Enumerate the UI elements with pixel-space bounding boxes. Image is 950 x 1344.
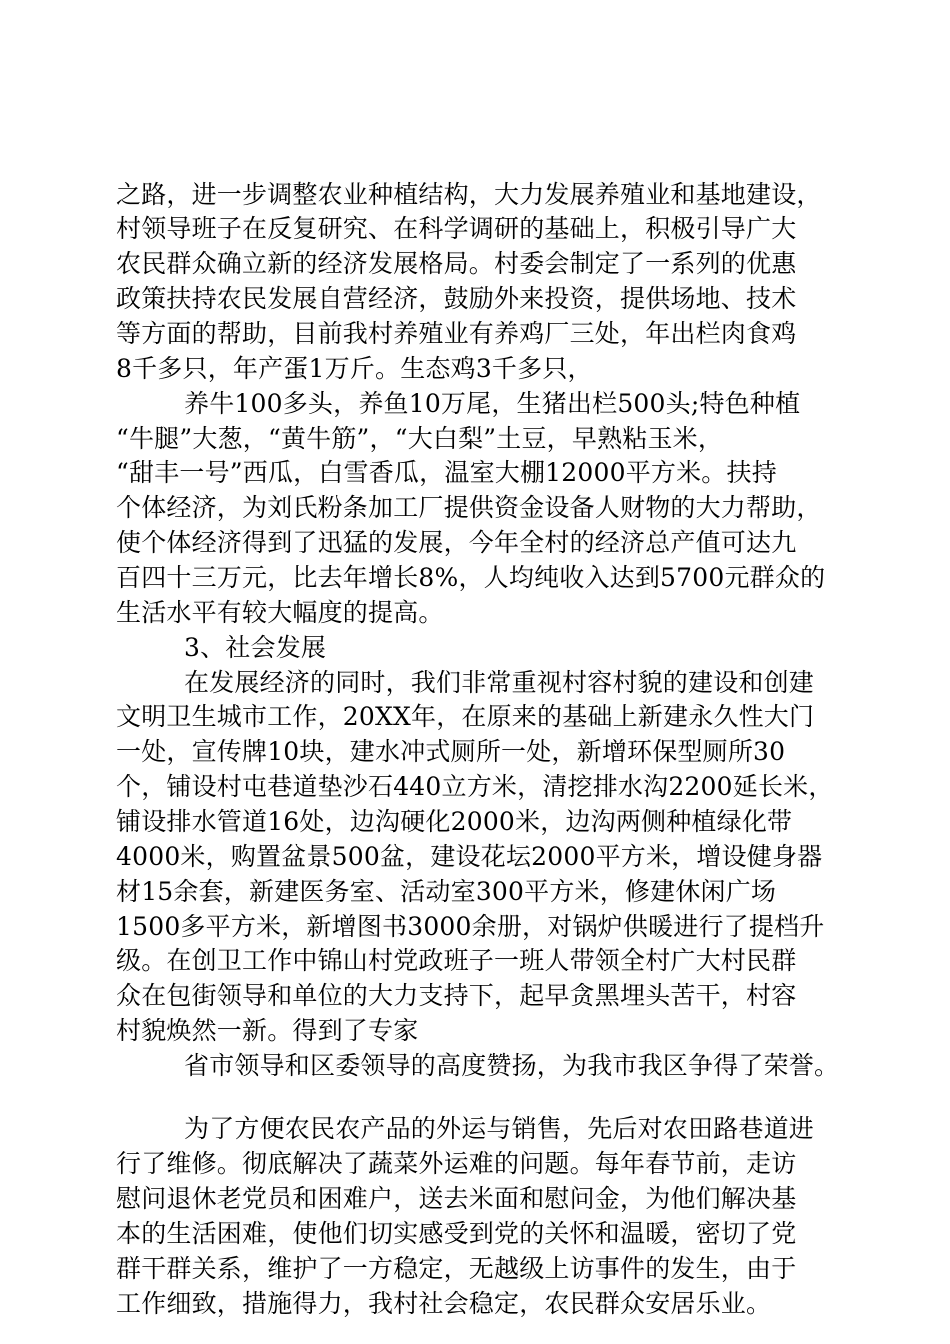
text-line: 省市领导和区委领导的高度赞扬，为我市我区争得了荣誉。 <box>184 1051 840 1080</box>
text-line: 本的生活困难，使他们切实感受到党的关怀和温暖，密切了党 <box>116 1219 797 1248</box>
text-line: 个体经济，为刘氏粉条加工厂提供资金设备人财物的大力帮助， <box>116 493 822 522</box>
text-line: 文明卫生城市工作，20XX年，在原来的基础上新建永久性大门 <box>116 702 815 731</box>
section-heading: 3、社会发展 <box>184 633 327 662</box>
text-line: 村领导班子在反复研究、在科学调研的基础上，积极引导广大 <box>116 214 797 243</box>
text-line: 使个体经济得到了迅猛的发展，今年全村的经济总产值可达九 <box>116 528 797 557</box>
text-line: 百四十三万元，比去年增长8%，人均纯收入达到5700元群众的 <box>116 563 826 592</box>
text-line: 在发展经济的同时，我们非常重视村容村貌的建设和创建 <box>184 668 815 697</box>
text-line: 8千多只，年产蛋1万斤。生态鸡3千多只， <box>116 354 593 383</box>
text-line: 村貌焕然一新。得到了专家 <box>116 1016 419 1045</box>
text-line: 慰问退休老党员和困难户，送去米面和慰问金，为他们解决基 <box>116 1184 797 1213</box>
text-line: 养牛100多头，养鱼10万尾，生猪出栏500头;特色种植 <box>184 389 801 418</box>
text-line: 4000米，购置盆景500盆，建设花坛2000平方米，增设健身器 <box>116 842 823 871</box>
text-line: 生活水平有较大幅度的提高。 <box>116 598 444 627</box>
text-line: 个，铺设村屯巷道垫沙石440立方米，清挖排水沟2200延长米， <box>116 772 834 801</box>
text-line: 政策扶持农民发展自营经济，鼓励外来投资，提供场地、技术 <box>116 284 797 313</box>
text-line: 为了方便农民农产品的外运与销售，先后对农田路巷道进 <box>184 1114 815 1143</box>
text-line: 之路，进一步调整农业种植结构，大力发展养殖业和基地建设， <box>116 180 822 209</box>
text-line: “牛腿”大葱，“黄牛筋”，“大白梨”土豆，早熟粘玉米， <box>116 424 724 453</box>
text-line: 众在包街领导和单位的大力支持下，起早贪黑埋头苦干，村容 <box>116 981 797 1010</box>
text-line: 级。在创卫工作中锦山村党政班子一班人带领全村广大村民群 <box>116 946 797 975</box>
text-line: 材15余套，新建医务室、活动室300平方米，修建休闲广场 <box>116 877 777 906</box>
text-line: 行了维修。彻底解决了蔬菜外运难的问题。每年春节前，走访 <box>116 1149 797 1178</box>
text-line: “甜丰一号”西瓜，白雪香瓜，温室大棚12000平方米。扶持 <box>116 458 777 487</box>
text-line: 等方面的帮助，目前我村养殖业有养鸡厂三处，年出栏肉食鸡 <box>116 319 797 348</box>
text-line: 1500多平方米，新增图书3000余册，对锅炉供暖进行了提档升 <box>116 912 825 941</box>
text-line: 工作细致，措施得力，我村社会稳定，农民群众安居乐业。 <box>116 1289 772 1318</box>
text-line: 一处，宣传牌10块，建水冲式厕所一处，新增环保型厕所30 <box>116 737 786 766</box>
text-line: 群干群关系，维护了一方稳定，无越级上访事件的发生，由于 <box>116 1254 797 1283</box>
text-line: 铺设排水管道16处，边沟硬化2000米，边沟两侧种植绿化带 <box>116 807 793 836</box>
text-line: 农民群众确立新的经济发展格局。村委会制定了一系列的优惠 <box>116 249 797 278</box>
